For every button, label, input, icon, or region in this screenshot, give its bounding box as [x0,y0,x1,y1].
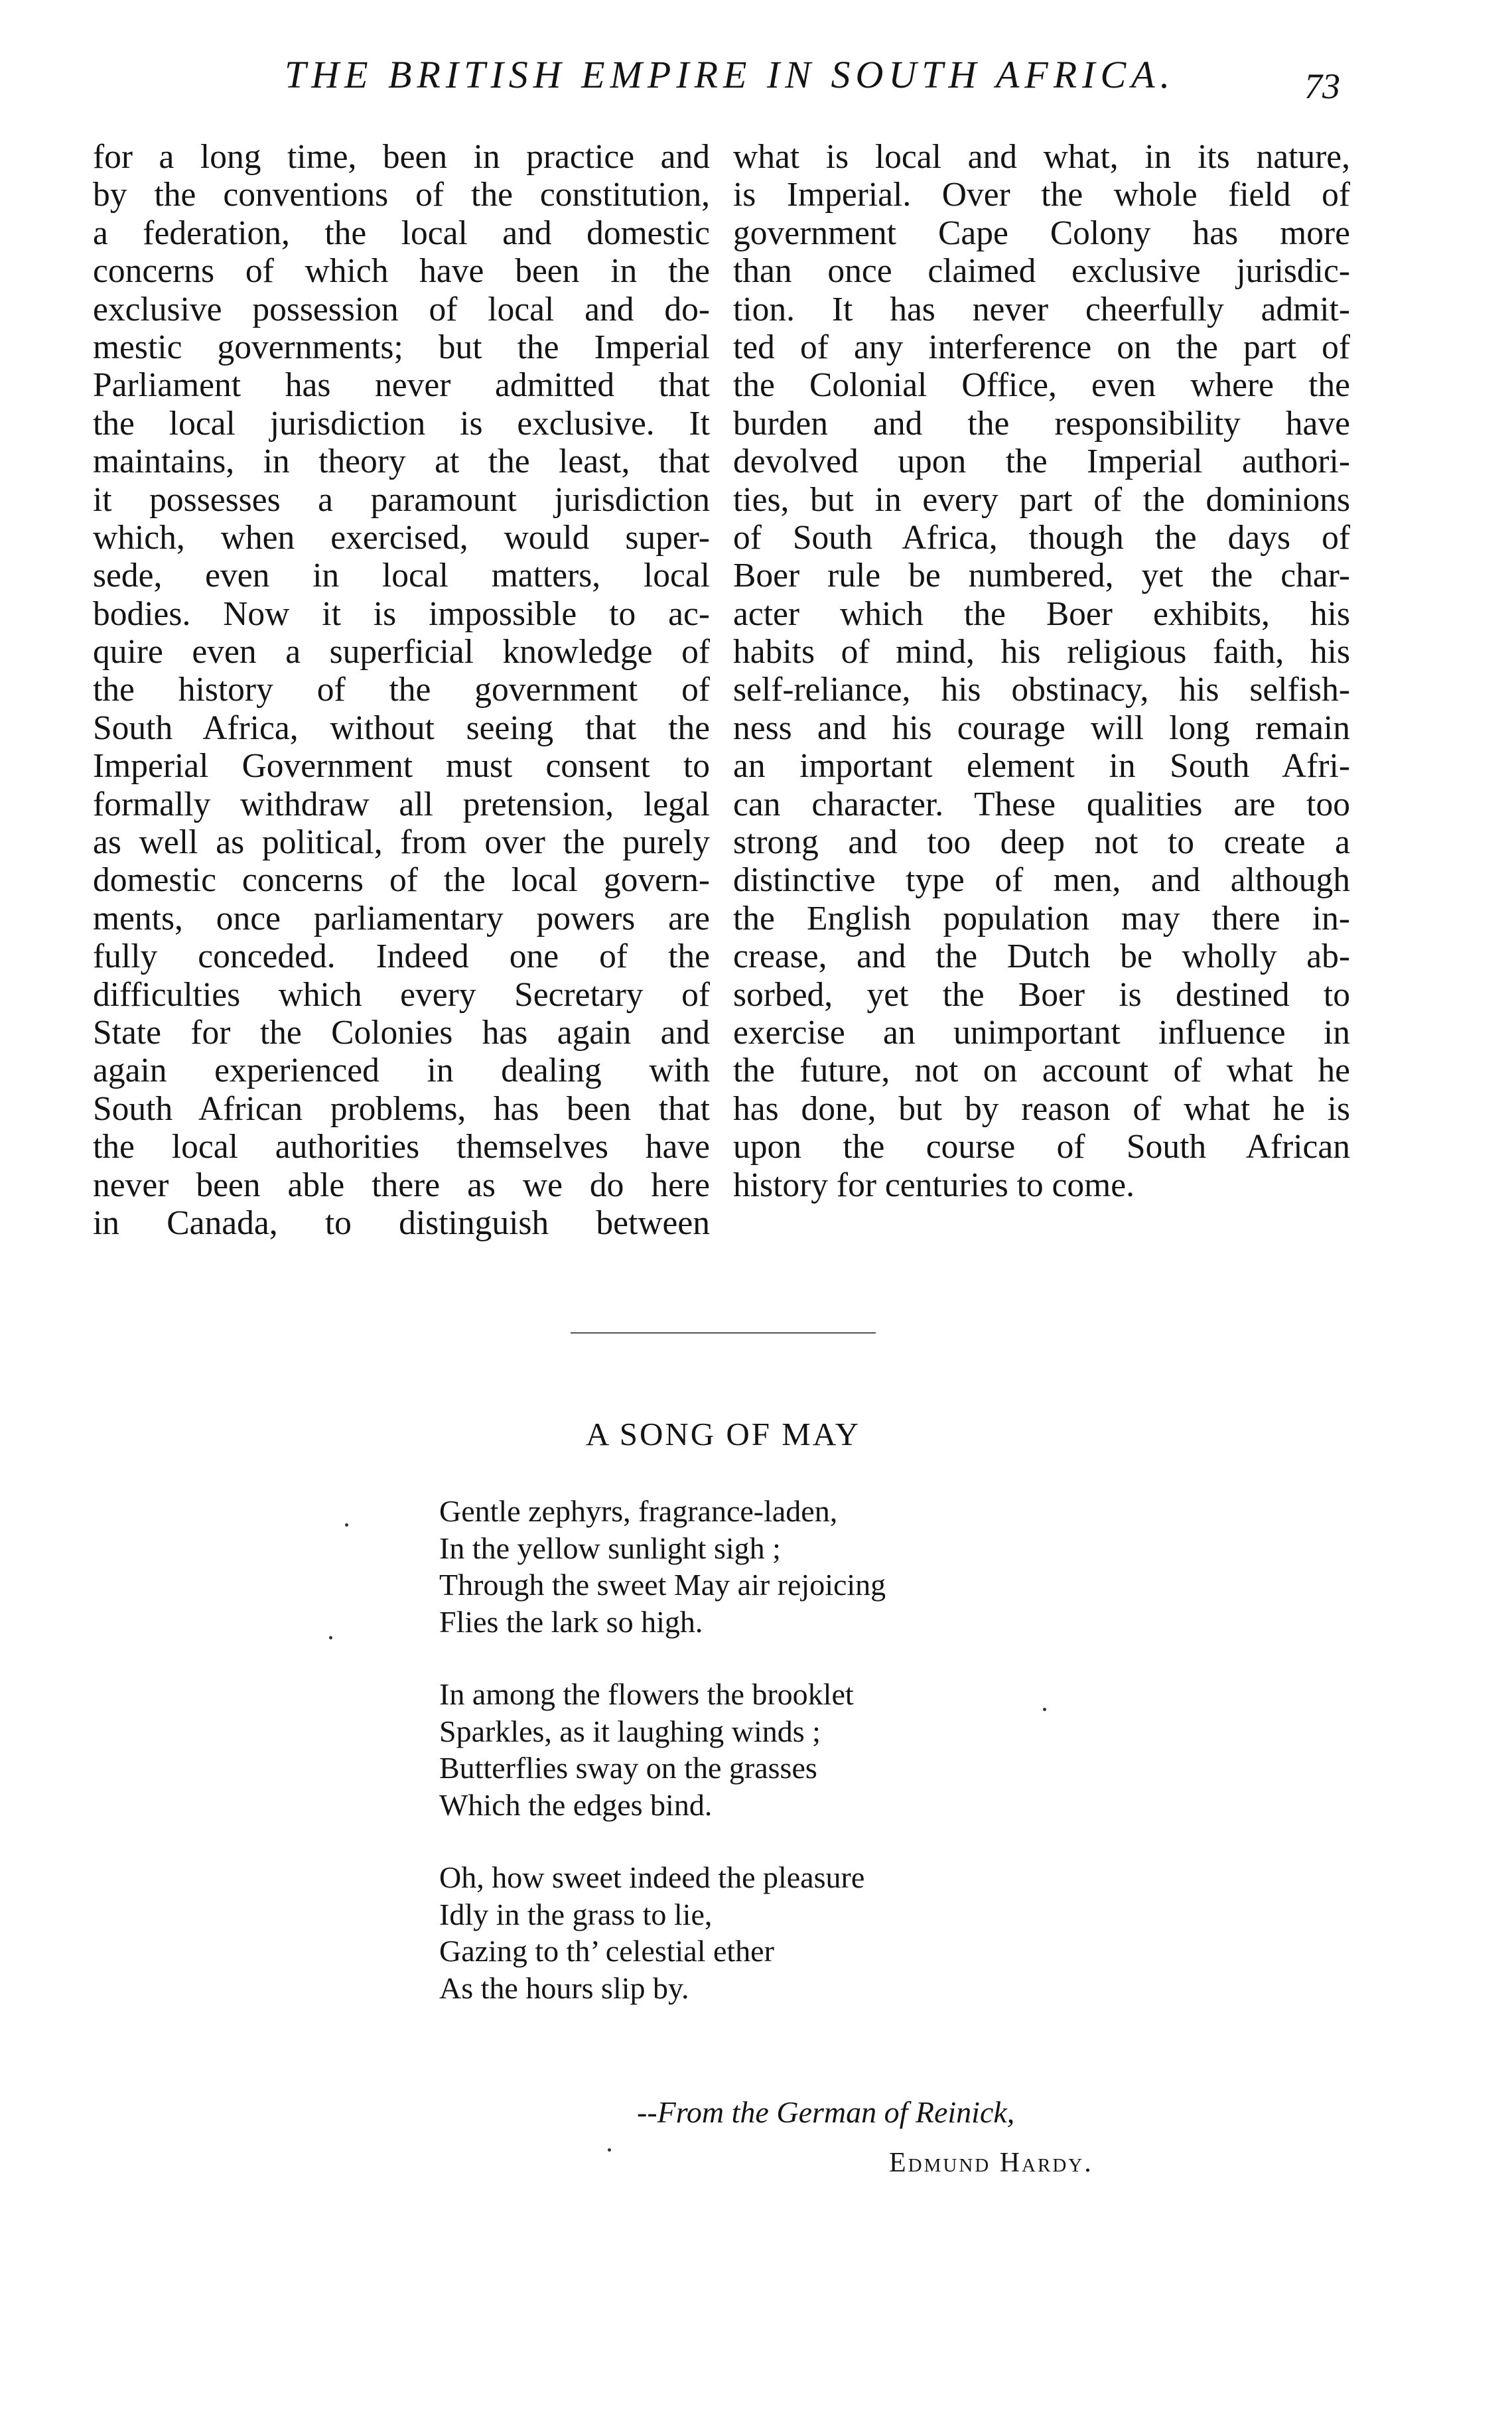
text-line: which, when exercised, would super- [93,518,710,557]
text-line: a federation, the local and domestic [93,214,710,252]
text-line: maintains, in theory at the least, that [93,443,710,481]
verse-line: In among the flowers the brooklet [439,1677,854,1711]
text-line: the future, not on account of what he [733,1052,1350,1090]
text-line: fully conceded. Indeed one of the [93,937,710,976]
text-line: quire even a superficial knowledge of [93,633,710,671]
verse-line: In the yellow sunlight sigh ; [439,1531,781,1565]
verse-line: Gentle zephyrs, fragrance-laden, [439,1494,838,1528]
divider-rule [571,1332,876,1334]
text-line: the history of the government of [93,671,710,709]
verse-line: Which the edges bind. [439,1787,713,1822]
text-line: ness and his courage will long remain [733,709,1350,747]
text-line: an important element in South Afri- [733,747,1350,786]
text-line: bodies. Now it is impossible to ac- [93,594,710,633]
verse-line: Gazing to th’ celestial ether [439,1934,774,1968]
text-line: concerns of which have been in the [93,252,710,291]
text-line: the local authorities themselves have [93,1128,710,1166]
stanza [439,1859,1103,2006]
text-line: in Canada, to distinguish between [93,1204,710,1242]
page-number: 73 [1304,66,1340,106]
text-line: sorbed, yet the Boer is destined to [733,975,1350,1014]
text-line: exercise an unimportant influence in [733,1013,1350,1052]
text-line: domestic concerns of the local govern- [93,861,710,900]
verse-line: Butterflies sway on the grasses [439,1751,817,1785]
text-line: habits of mind, his religious faith, his [733,633,1350,671]
verse-line: Through the sweet May air rejoicing [439,1568,886,1602]
left-column [93,138,710,1242]
text-line: the English population may there in- [733,899,1350,937]
text-line: exclusive possession of local and do- [93,290,710,328]
text-line: is Imperial. Over the whole field of [733,176,1350,214]
text-line: formally withdraw all pretension, legal [93,785,710,823]
print-speck [345,1523,348,1527]
text-line: for a long time, been in practice and [93,138,710,176]
text-line: as well as political, from over the purely [93,823,710,862]
text-line: Boer rule be numbered, yet the char- [733,557,1350,595]
poem-title: A SONG OF MAY [585,1416,861,1452]
verse-line: Oh, how sweet indeed the pleasure [439,1860,865,1894]
text-line: the Colonial Office, even where the [733,366,1350,405]
verse-line: Sparkles, as it laughing winds ; [439,1714,821,1748]
text-line: of South Africa, though the days of [733,518,1350,557]
text-line: government Cape Colony has more [733,214,1350,252]
verse-line: As the hours slip by. [439,1970,689,2005]
poem-author: Edmund Hardy. [889,2148,1093,2178]
text-line: the local jurisdiction is exclusive. It [93,404,710,443]
text-line: crease, and the Dutch be wholly ab- [733,937,1350,976]
text-line: has done, but by reason of what he is [733,1089,1350,1128]
text-line: history for centuries to come. [733,1166,1134,1204]
text-line: it possesses a paramount jurisdiction [93,480,710,519]
text-line: Imperial Government must consent to [93,747,710,786]
text-line: again experienced in dealing with [93,1052,710,1090]
print-speck [1043,1708,1046,1711]
text-line: burden and the responsibility have [733,404,1350,443]
text-line: tion. It has never cheerfully admit- [733,290,1350,328]
text-line: upon the course of South African [733,1128,1350,1166]
text-line: by the conventions of the constitution, [93,176,710,214]
stanza [439,1676,1103,1823]
print-speck [329,1636,332,1639]
text-line: Parliament has never admitted that [93,366,710,405]
text-line: ted of any interference on the part of [733,328,1350,366]
verse-line: Idly in the grass to lie, [439,1897,713,1931]
text-line: ments, once parliamentary powers are [93,899,710,937]
poem-attribution: --From the German of Reinick, [637,2095,1015,2129]
running-title: THE BRITISH EMPIRE IN SOUTH AFRICA. [284,53,1176,96]
text-line: strong and too deep not to create a [733,823,1350,862]
section-divider [571,1331,876,1335]
text-line: can character. These qualities are too [733,785,1350,823]
text-line: devolved upon the Imperial authori- [733,443,1350,481]
right-column [733,138,1350,1204]
stanza [439,1493,1103,1640]
poem-body [439,1493,1103,2042]
text-line: South Africa, without seeing that the [93,709,710,747]
text-line: South African problems, has been that [93,1089,710,1128]
text-line: sede, even in local matters, local [93,557,710,595]
text-line: distinctive type of men, and although [733,861,1350,900]
text-line: than once claimed exclusive jurisdic- [733,252,1350,291]
text-line: State for the Colonies has again and [93,1013,710,1052]
text-line: mestic governments; but the Imperial [93,328,710,366]
text-line: never been able there as we do here [93,1166,710,1204]
text-line: what is local and what, in its nature, [733,138,1350,176]
verse-line: Flies the lark so high. [439,1604,703,1639]
text-line: self-reliance, his obstinacy, his selfish- [733,671,1350,709]
text-line: acter which the Boer exhibits, his [733,594,1350,633]
text-line: difficulties which every Secretary of [93,975,710,1014]
text-line: ties, but in every part of the dominions [733,480,1350,519]
print-speck [608,2148,611,2152]
